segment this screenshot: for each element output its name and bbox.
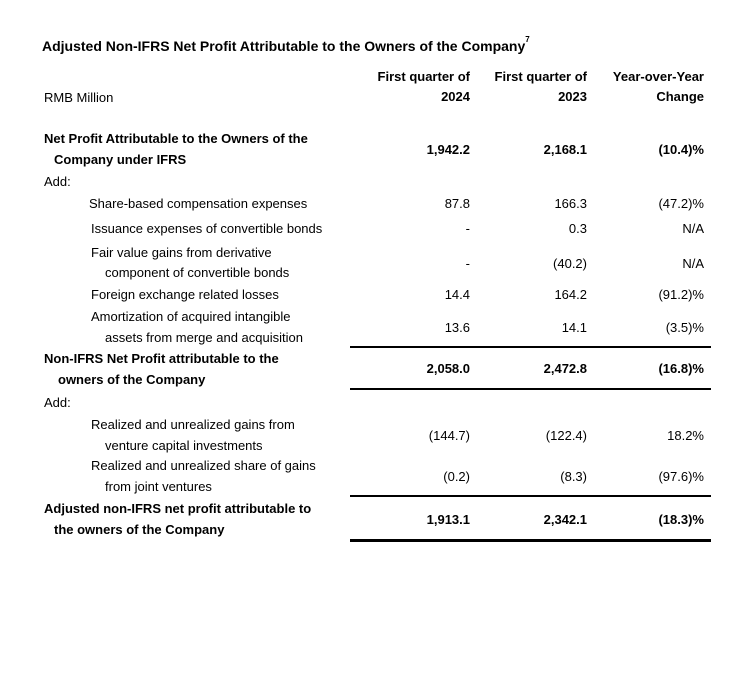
cell-fair-value-2023: (40.2): [553, 256, 587, 271]
total-rule-bottom: [350, 539, 711, 542]
row-label-non-ifrs-line1: Non-IFRS Net Profit attributable to the: [44, 351, 279, 366]
add-label-2: Add:: [44, 395, 71, 410]
cell-sbc-change: (47.2)%: [658, 196, 704, 211]
col-header-q1-2024: First quarter of 2024: [377, 69, 470, 104]
cell-sbc-2023: 166.3: [554, 196, 587, 211]
row-label-fx-losses: Foreign exchange related losses: [91, 287, 279, 302]
cell-fair-value-2024: -: [465, 256, 470, 271]
cell-adjusted-2023: 2,342.1: [543, 512, 587, 527]
cell-non-ifrs-2023: 2,472.8: [543, 361, 587, 376]
row-label-fair-value-line2: component of convertible bonds: [105, 265, 290, 280]
row-label-adjusted-line1: Adjusted non-IFRS net profit attributable to: [44, 501, 312, 516]
cell-vc-change: 18.2%: [667, 428, 704, 443]
row-label-net-profit-ifrs-line1: Net Profit Attributable to the Owners of the: [44, 131, 308, 146]
cell-amortization-2023: 14.1: [561, 320, 587, 335]
cell-adjusted-change: (18.3)%: [658, 512, 704, 527]
row-label-net-profit-ifrs-line2: Company under IFRS: [54, 152, 187, 167]
row-label-vc-gains-line1: Realized and unrealized gains from: [91, 417, 295, 432]
subtotal-rule-bottom: [350, 388, 711, 390]
cell-fx-change: (91.2)%: [658, 287, 704, 302]
row-label-adjusted-line2: the owners of the Company: [54, 522, 225, 537]
cell-amortization-change: (3.5)%: [665, 320, 704, 335]
cell-jv-change: (97.6)%: [658, 469, 704, 484]
row-label-jv-gains-line1: Realized and unrealized share of gains: [91, 458, 316, 473]
cell-fx-2023: 164.2: [554, 287, 587, 302]
cell-non-ifrs-change: (16.8)%: [658, 361, 704, 376]
col-header-yoy-change: Year-over-Year Change: [612, 69, 704, 104]
col-header-q1-2023: First quarter of 2023: [494, 69, 587, 104]
row-label-issuance-expenses: Issuance expenses of convertible bonds: [91, 221, 323, 236]
total-rule-top: [350, 495, 711, 497]
cell-non-ifrs-2024: 2,058.0: [426, 361, 470, 376]
subtotal-rule-top: [350, 346, 711, 348]
row-label-share-based-comp: Share-based compensation expenses: [89, 196, 308, 211]
cell-vc-2023: (122.4): [545, 428, 587, 443]
cell-fx-2024: 14.4: [444, 287, 470, 302]
row-label-amortization-line2: assets from merge and acquisition: [105, 330, 303, 345]
cell-vc-2024: (144.7): [428, 428, 470, 443]
unit-label: RMB Million: [44, 90, 114, 105]
cell-net-profit-ifrs-2024: 1,942.2: [426, 142, 470, 157]
row-label-fair-value-line1: Fair value gains from derivative: [91, 245, 272, 260]
row-label-non-ifrs-line2: owners of the Company: [58, 372, 206, 387]
row-label-vc-gains-line2: venture capital investments: [105, 438, 263, 453]
table-title: Adjusted Non-IFRS Net Profit Attributable to the Owners of the Company$^7$: [42, 35, 530, 54]
cell-amortization-2024: 13.6: [444, 320, 470, 335]
cell-net-profit-ifrs-change: (10.4)%: [658, 142, 704, 157]
add-label-1: Add:: [44, 174, 71, 189]
cell-adjusted-2024: 1,913.1: [426, 512, 470, 527]
title-footnote-marker: 7: [525, 35, 530, 44]
cell-issuance-change: N/A: [682, 221, 704, 236]
cell-issuance-2024: -: [465, 221, 470, 236]
cell-issuance-2023: 0.3: [568, 221, 587, 236]
cell-jv-2023: (8.3): [560, 469, 587, 484]
row-label-jv-gains-line2: from joint ventures: [105, 479, 212, 494]
cell-jv-2024: (0.2): [443, 469, 470, 484]
row-label-amortization-line1: Amortization of acquired intangible: [91, 309, 291, 324]
cell-sbc-2024: 87.8: [444, 196, 470, 211]
cell-net-profit-ifrs-2023: 2,168.1: [543, 142, 587, 157]
cell-fair-value-change: N/A: [682, 256, 704, 271]
